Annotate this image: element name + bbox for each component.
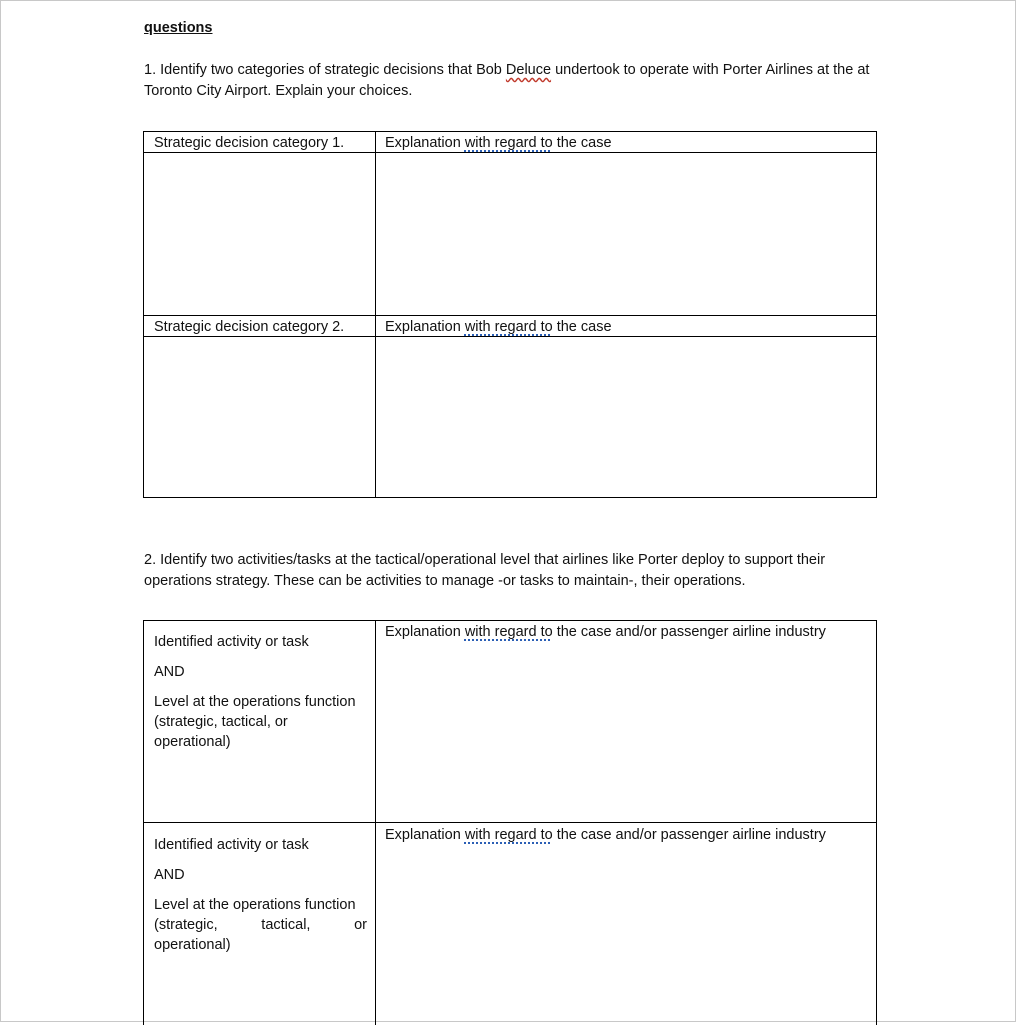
activity-2-cell[interactable]: [154, 835, 367, 955]
level-1-label: Level at the operations function (strategic, tactical, or operational): [154, 694, 356, 750]
explanation-1-answer-cell[interactable]: [376, 153, 876, 315]
section-heading: questions: [144, 20, 213, 36]
activity-2-label: Identified activity or task: [154, 837, 309, 853]
level-2-line3: operational): [154, 937, 231, 953]
explanation-activity-1-header: Explanation with regard to the case and/or passenger airline industry: [385, 624, 826, 640]
and-2-label: AND: [154, 867, 185, 883]
activity-1-label: Identified activity or task: [154, 634, 309, 650]
category-1-answer-cell[interactable]: [144, 153, 375, 315]
and-1-label: AND: [154, 664, 185, 680]
activity-1-cell[interactable]: [154, 632, 369, 752]
question-2-text: 2. Identify two activities/tasks at the tactical/operational level that airlines like Porter deploy to support their operations strategy. These can be activities to manage -or tasks to maintain-, their operations.: [144, 552, 826, 589]
explanation-2-header: Explanation with regard to the case: [385, 319, 612, 335]
explanation-2-answer-cell[interactable]: [376, 337, 876, 497]
explanation-1-header: Explanation with regard to the case: [385, 135, 612, 151]
category-2-header: Strategic decision category 2.: [154, 319, 345, 335]
category-2-answer-cell[interactable]: [144, 337, 375, 497]
spellcheck-word[interactable]: Deluce: [505, 62, 552, 78]
level-2-line1: Level at the operations function: [154, 897, 356, 913]
explanation-activity-2-header: Explanation with regard to the case and/or passenger airline industry: [385, 827, 826, 843]
question-1-text: 1. Identify two categories of strategic decisions that Bob Deluce undertook to operate with Porter Airlines at the at Toronto City Airport. Explain your choices.: [144, 62, 870, 99]
category-1-header: Strategic decision category 1.: [154, 135, 345, 151]
level-2-line2: (strategic, tactical, or: [154, 917, 367, 933]
